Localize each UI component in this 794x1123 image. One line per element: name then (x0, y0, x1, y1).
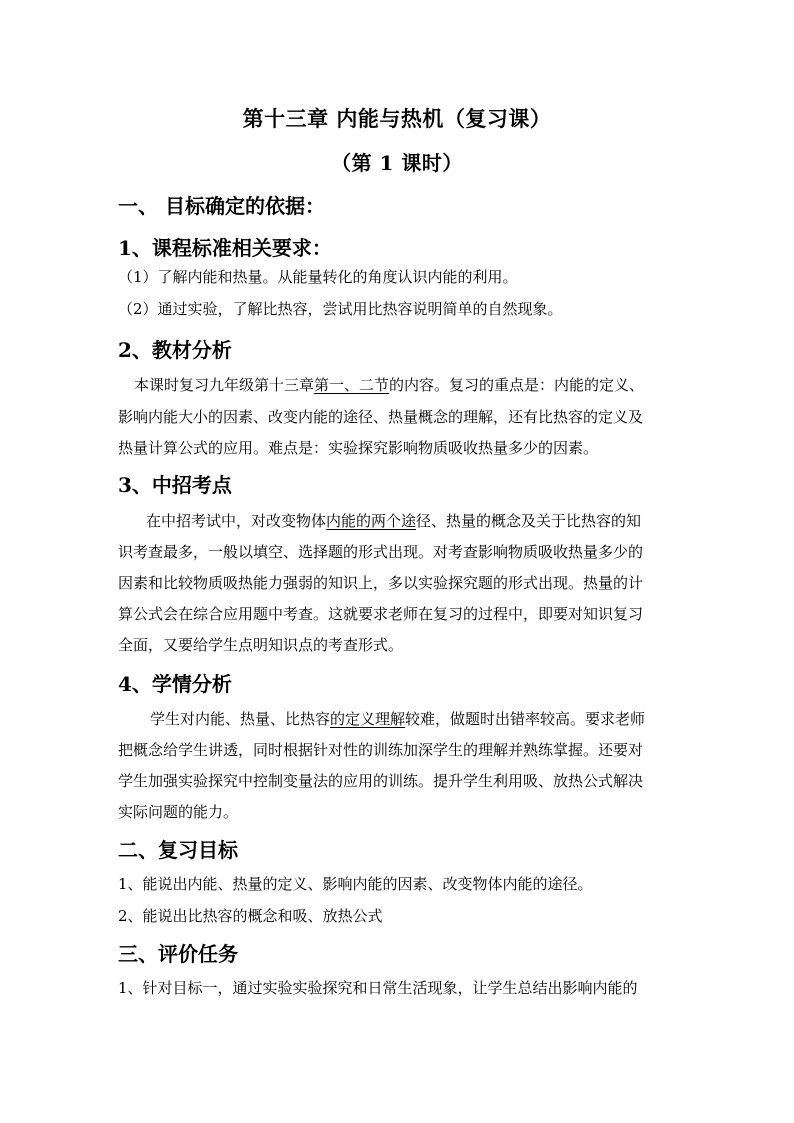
text-span: 在中招考试中，对改变物体 (146, 512, 327, 530)
text-span: 较难，做题时出错率较高。要求老师 (405, 710, 646, 728)
underlined-text: 内能的两个途 (326, 512, 417, 530)
sub3-line-4: 算公式会在综合应用题中考查。这就要求老师在复习的过程中，即要对知识复习 (118, 605, 644, 623)
sub3-line-1 (146, 510, 641, 531)
sub4-line-1 (150, 708, 645, 729)
sub4-line-3: 学生加强实验探究中控制变量法的应用的训练。提升学生利用吸、放热公式解决 (118, 772, 644, 790)
sub3-line-2: 识考查最多，一般以填空、选择题的形式出现。对考查影响物质吸收热量多少的 (118, 543, 644, 561)
text-span: 本课时复习九年级第十三章 (134, 376, 315, 394)
sub2-heading: 2、教材分析 (118, 338, 232, 362)
text-span: 学生对内能、热量、比热容 (150, 710, 331, 728)
section3-item-1: 1、针对目标一，通过实验实验探究和日常生活现象，让学生总结出影响内能的 (118, 979, 638, 997)
section2-item-1: 1、能说出内能、热量的定义、影响内能的因素、改变物体内能的途径。 (118, 875, 593, 893)
document-subtitle: （第 1 课时） (331, 151, 463, 175)
sub3-line-5: 全面，又要给学生点明知识点的考查形式。 (118, 636, 404, 654)
section2-item-2: 2、能说出比热容的概念和吸、放热公式 (118, 907, 383, 925)
section3-heading: 三、评价任务 (118, 942, 238, 966)
sub1-item-1: （1）了解内能和热量。从能量转化的角度认识内能的利用。 (118, 268, 518, 286)
sub2-line-1 (134, 374, 644, 395)
underlined-text: 的定义理解 (330, 710, 406, 728)
text-span: 的内容。复习的重点是：内能的定义、 (389, 376, 645, 394)
sub1-heading: 1、课程标准相关要求： (118, 236, 332, 260)
sub4-line-4: 实际问题的能力。 (118, 803, 239, 821)
section1-heading: 一、 目标确定的依据： (118, 194, 325, 218)
sub3-heading: 3、中招考点 (118, 473, 232, 497)
sub3-line-3: 因素和比较物质吸热能力强弱的知识上，多以实验探究题的形式出现。热量的计 (118, 574, 644, 592)
sub2-line-2: 影响内能大小的因素、改变内能的途径、热量概念的理解，还有比热容的定义及 (118, 408, 644, 426)
sub2-line-3: 热量计算公式的应用。难点是：实验探究影响物质吸收热量多少的因素。 (118, 439, 599, 457)
document-title: 第十三章 内能与热机（复习课） (242, 106, 552, 131)
underlined-text: 第一、二节 (314, 376, 390, 394)
text-span: 径、热量的概念及关于比热容的知 (416, 512, 642, 530)
sub1-item-2: （2）通过实验，了解比热容，尝试用比热容说明简单的自然现象。 (118, 300, 563, 318)
sub4-heading: 4、学情分析 (118, 672, 232, 696)
sub4-line-2: 把概念给学生讲透，同时根据针对性的训练加深学生的理解并熟练掌握。还要对 (118, 741, 644, 759)
section2-heading: 二、复习目标 (118, 838, 238, 862)
